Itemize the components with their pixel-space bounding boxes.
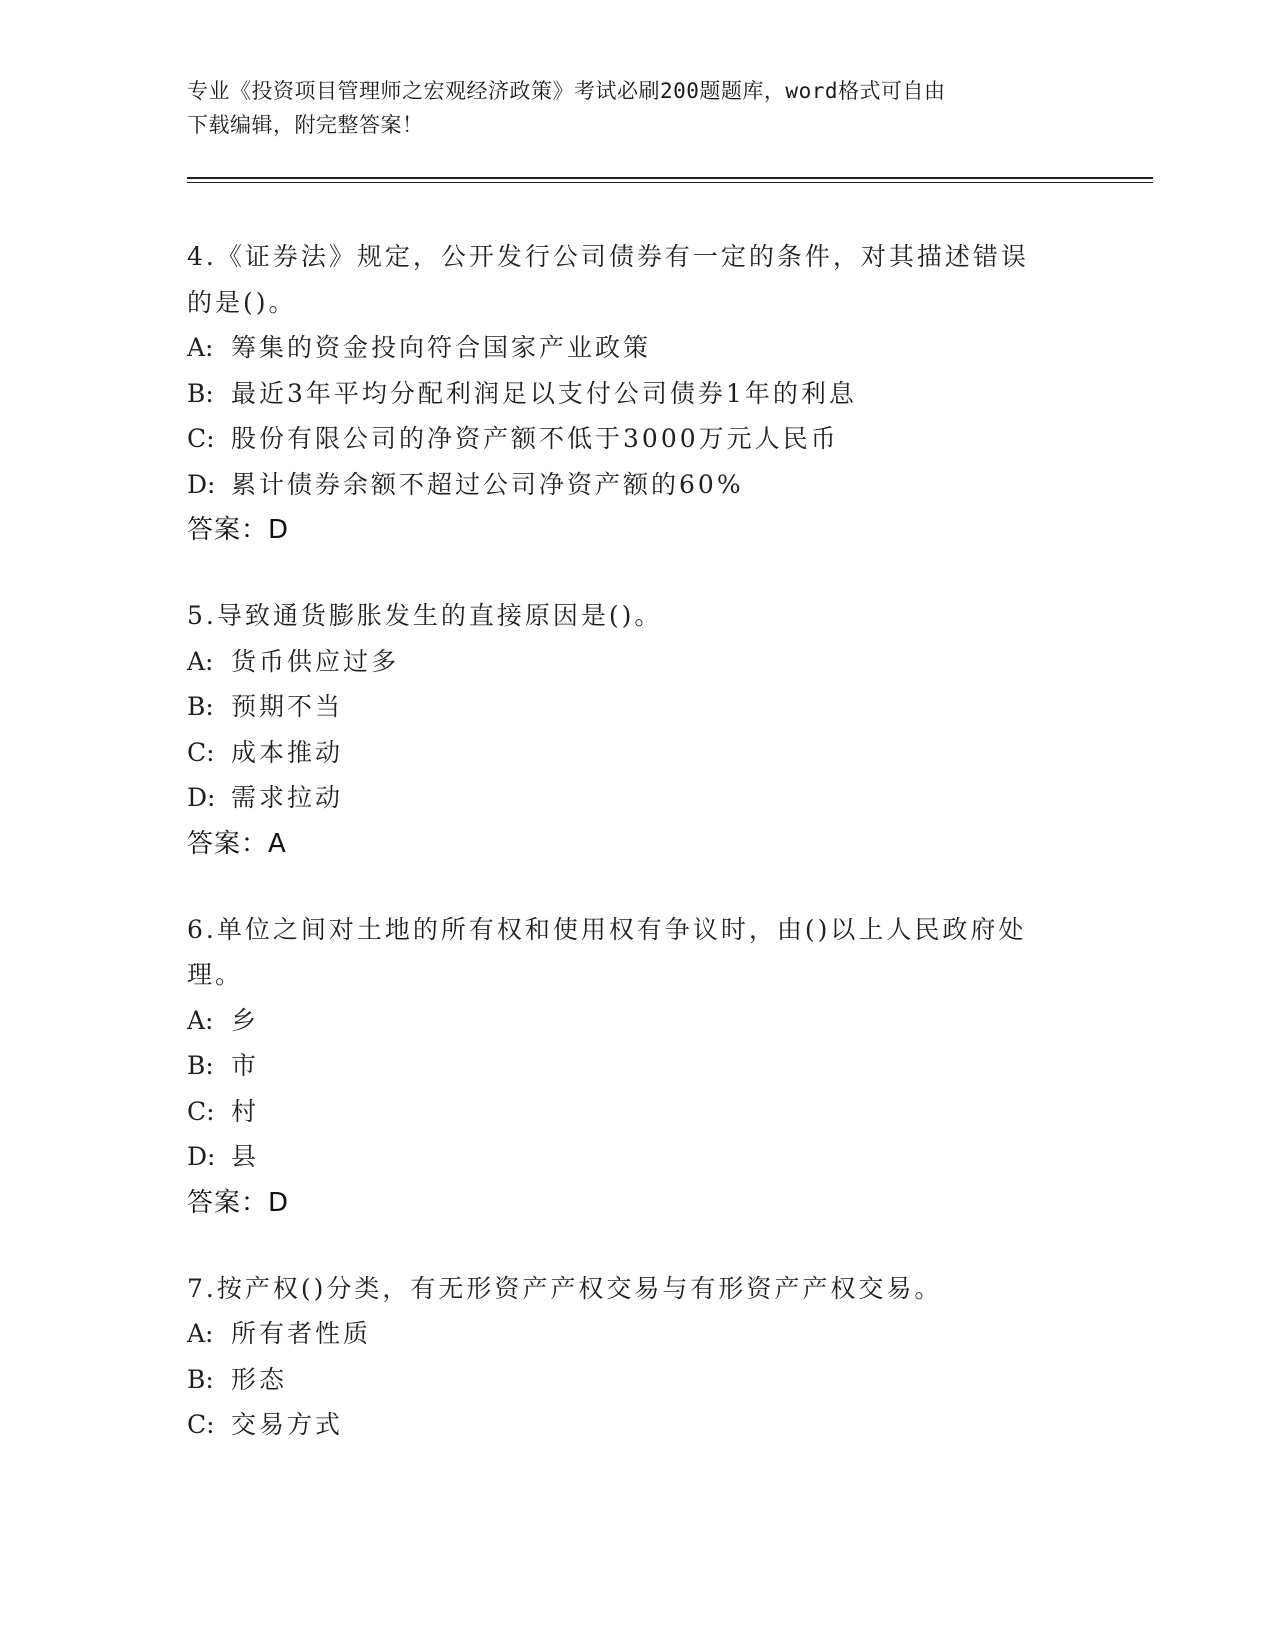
option-text: 县 — [231, 1142, 260, 1171]
option-letter: A: — [187, 1005, 214, 1035]
option-a — [187, 639, 1087, 685]
option-letter: C: — [187, 737, 215, 767]
option-letter: A: — [187, 333, 214, 362]
option-letter: B: — [187, 1364, 214, 1394]
option-letter: C: — [187, 424, 215, 453]
option-text: 交易方式 — [231, 1410, 344, 1439]
option-b — [187, 1357, 1087, 1403]
option-text: 最近3年平均分配利润足以支付公司债券1年的利息 — [231, 378, 857, 408]
option-text: 预期不当 — [231, 692, 344, 721]
option-letter: D: — [187, 783, 216, 812]
answer-line: 答案：D — [187, 1187, 290, 1218]
question-text: 4.《证券法》规定，公开发行公司债券有一定的条件，对其描述错误 — [187, 242, 1029, 271]
option-text: 股份有限公司的净资产额不低于3000万元人民币 — [231, 424, 839, 453]
option-text: 乡 — [231, 1005, 260, 1035]
option-text: 市 — [231, 1051, 260, 1080]
option-text: 货币供应过多 — [231, 646, 400, 676]
question-text: 5.导致通货膨胀发生的直接原因是()。 — [187, 601, 663, 630]
question-block — [187, 907, 1087, 1226]
option-d — [187, 462, 1087, 508]
question-list — [187, 234, 1087, 1488]
option-text: 形态 — [231, 1364, 288, 1394]
question-text: 7.按产权()分类，有无形资产产权交易与有形资产产权交易。 — [187, 1273, 943, 1303]
question-text-continued: 理。 — [187, 960, 244, 989]
question-block — [187, 1266, 1087, 1448]
option-text: 筹集的资金投向符合国家产业政策 — [231, 333, 652, 362]
option-letter: B: — [187, 692, 214, 721]
option-text: 成本推动 — [231, 737, 344, 767]
option-b — [187, 371, 1087, 417]
option-a — [187, 1311, 1087, 1357]
option-text: 需求拉动 — [231, 783, 344, 812]
option-a — [187, 325, 1087, 371]
header-divider-thin — [187, 182, 1153, 183]
header-line-2: 下载编辑，附完整答案！ — [187, 113, 424, 137]
option-letter: C: — [187, 1096, 215, 1126]
question-text: 6.单位之间对土地的所有权和使用权有争议时，由()以上人民政府处 — [187, 914, 1027, 944]
option-c — [187, 1089, 1087, 1135]
option-c — [187, 416, 1087, 462]
option-letter: D: — [187, 469, 216, 499]
option-letter: A: — [187, 1319, 214, 1348]
option-d — [187, 775, 1087, 821]
answer-line: 答案：A — [187, 828, 287, 859]
option-letter: A: — [187, 646, 214, 676]
option-letter: B: — [187, 1051, 214, 1080]
header-line-1: 专业《投资项目管理师之宏观经济政策》考试必刷200题题库，word格式可自由 — [187, 79, 946, 103]
option-b — [187, 1043, 1087, 1089]
option-text: 所有者性质 — [231, 1319, 372, 1348]
question-block — [187, 234, 1087, 553]
option-b — [187, 684, 1087, 730]
header-divider-thick — [187, 177, 1153, 179]
option-text: 村 — [231, 1096, 260, 1126]
option-a — [187, 998, 1087, 1044]
document-header — [187, 74, 1067, 142]
question-text-continued: 的是()。 — [187, 287, 297, 317]
option-d — [187, 1134, 1087, 1180]
option-c — [187, 730, 1087, 776]
answer-line: 答案：D — [187, 515, 290, 545]
option-text: 累计债券余额不超过公司净资产额的60% — [231, 469, 744, 499]
option-letter: B: — [187, 378, 214, 408]
option-letter: D: — [187, 1142, 216, 1171]
question-block — [187, 593, 1087, 867]
option-c — [187, 1402, 1087, 1448]
option-letter: C: — [187, 1410, 215, 1439]
